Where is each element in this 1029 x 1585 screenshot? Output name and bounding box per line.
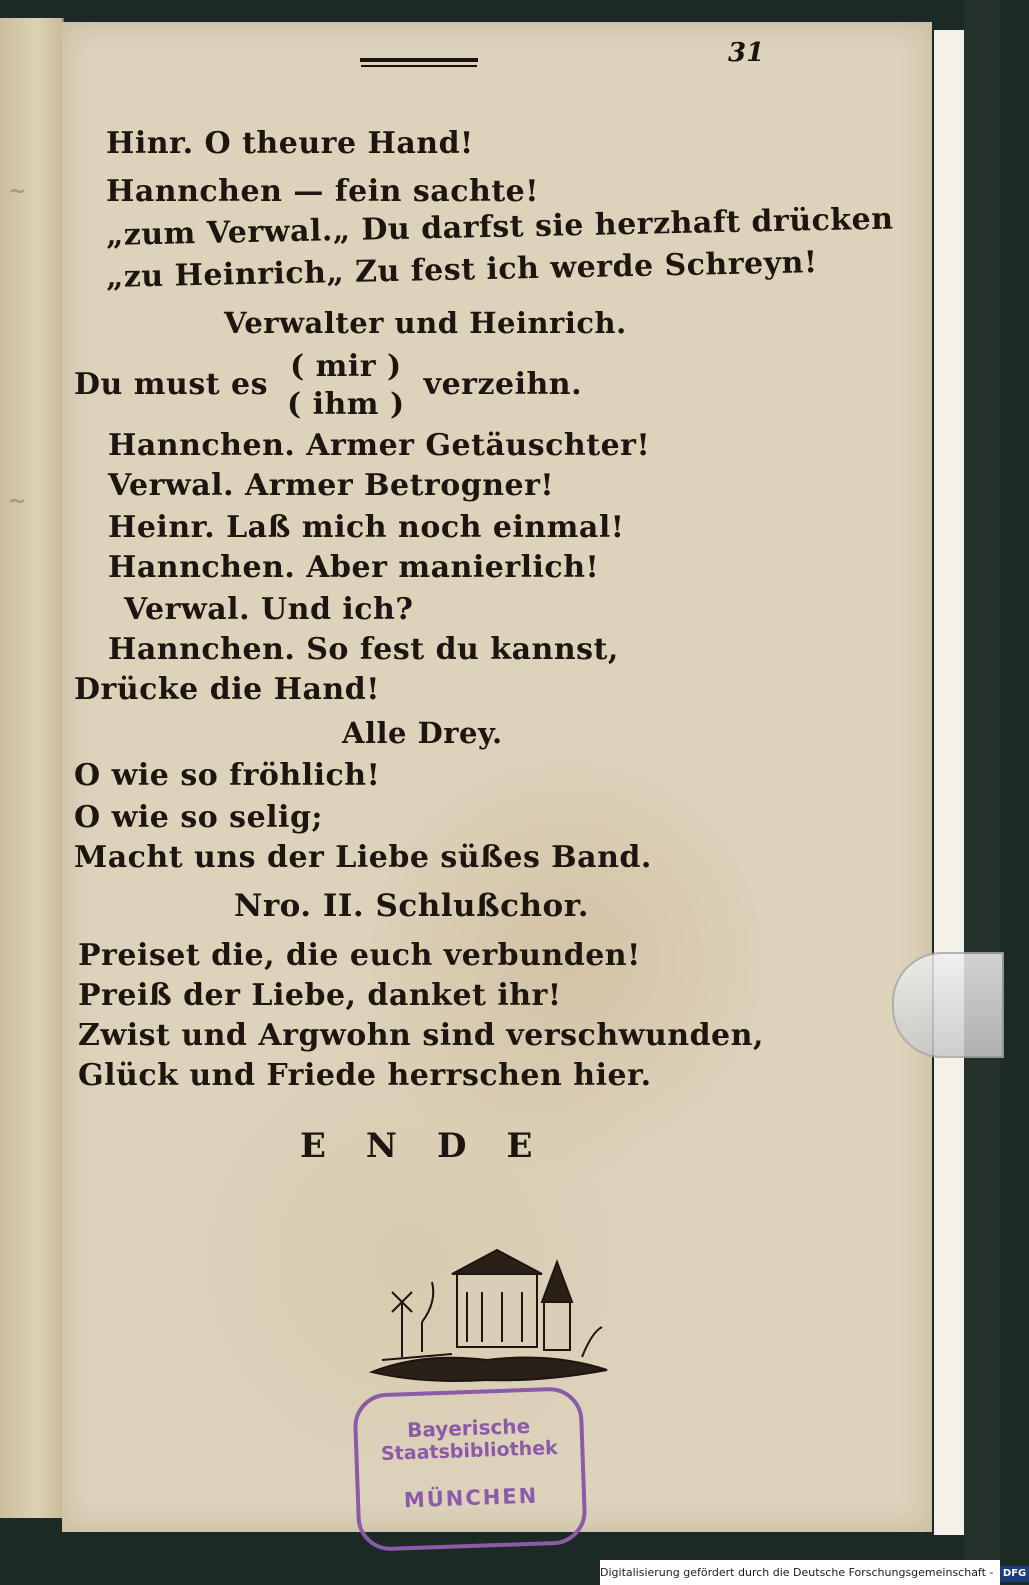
duet-option-ihm: ( ihm )	[286, 387, 405, 422]
dialogue-line: Verwal. Und ich?	[124, 592, 414, 627]
chorus-line: O wie so fröhlich!	[74, 758, 381, 793]
header-rule	[360, 58, 478, 62]
text-line: „zum Verwal.„ Du darfst sie herzhaft drücken	[105, 201, 894, 253]
castle-vignette	[362, 1232, 612, 1392]
footer-text: Digitalisierung gefördert durch die Deutsche Forschungsgemeinschaft -	[600, 1566, 994, 1579]
chorus-line: Preiß der Liebe, danket ihr!	[78, 978, 562, 1013]
library-stamp	[352, 1386, 587, 1552]
stamp-line-3: MÜNCHEN	[403, 1483, 539, 1513]
dialogue-line: Hannchen. So fest du kannst,	[108, 632, 619, 667]
chorus-line: Zwist und Argwohn sind verschwunden,	[78, 1018, 764, 1053]
binding-edge	[964, 0, 1000, 1560]
dialogue-line: Drücke die Hand!	[74, 672, 380, 707]
section-heading: Nro. II. Schlußchor.	[234, 888, 590, 924]
left-facing-page	[0, 18, 64, 1518]
dfg-logo-icon: DFG	[1000, 1566, 1029, 1582]
footer-credit	[600, 1560, 1027, 1585]
dialogue-line: Hannchen. Aber manierlich!	[108, 550, 600, 585]
dialogue-line: Hannchen. Armer Getäuschter!	[108, 428, 651, 463]
page-clip	[892, 952, 1004, 1058]
page-edge	[934, 30, 964, 1535]
chorus-line: Preiset die, die euch verbunden!	[78, 938, 641, 973]
duet-before: Du must es	[74, 367, 268, 402]
duet-after: verzeihn.	[423, 367, 583, 402]
chorus-line: O wie so selig;	[74, 800, 323, 835]
chorus-line: Glück und Friede herrschen hier.	[78, 1058, 652, 1093]
text-line: Hannchen — fein sachte!	[106, 174, 539, 209]
stamp-line-2: Staatsbibliothek	[380, 1436, 559, 1466]
duet-line	[74, 348, 582, 424]
stamp-line-1: Bayerische	[406, 1413, 531, 1443]
dialogue-line: Heinr. Laß mich noch einmal!	[108, 510, 625, 545]
text-line: Hinr. O theure Hand!	[106, 126, 474, 161]
dialogue-line: Verwal. Armer Betrogner!	[108, 468, 555, 503]
duet-option-mir: ( mir )	[289, 349, 402, 384]
page-number: 31	[728, 38, 765, 68]
section-heading: Verwalter und Heinrich.	[224, 306, 627, 340]
book-page	[62, 22, 932, 1532]
chorus-line: Macht uns der Liebe süßes Band.	[74, 840, 652, 875]
ghost-text: ~	[8, 178, 27, 204]
ende-text: ENDE	[300, 1126, 573, 1166]
section-heading: Alle Drey.	[342, 716, 503, 750]
text-line: „zu Heinrich„ Zu fest ich werde Schreyn!	[105, 245, 818, 295]
ghost-text: ~	[8, 488, 27, 514]
duet-options	[287, 348, 405, 424]
